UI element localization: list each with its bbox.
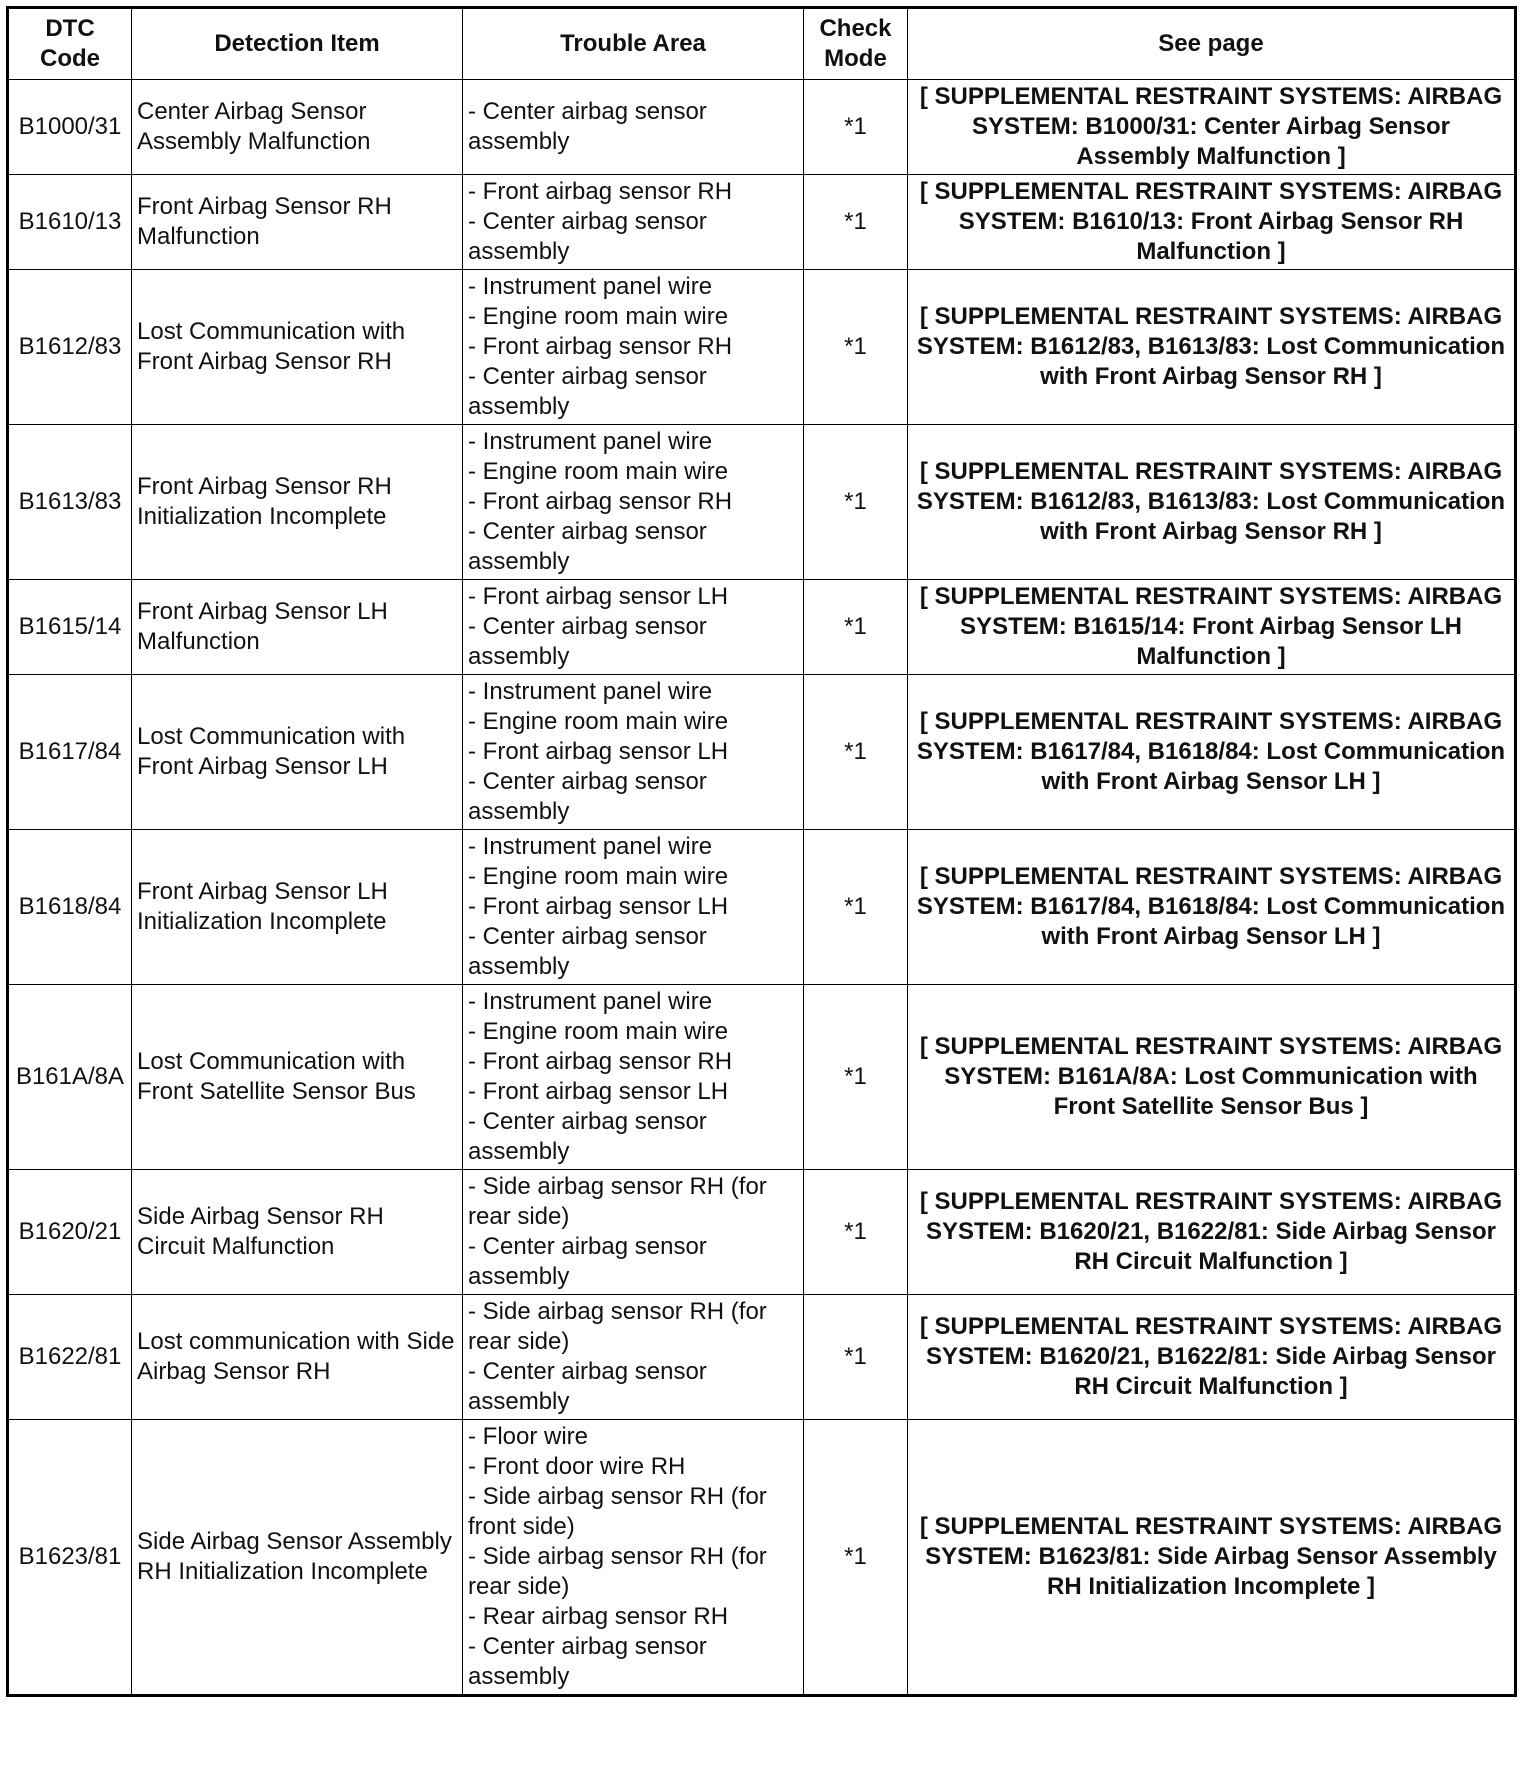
check-mode-cell: *1 [804,80,908,175]
dtc-code-cell: B1000/31 [8,80,132,175]
detection-item-cell: Center Airbag Sensor Assembly Malfunction [132,80,463,175]
header-check-mode: Check Mode [804,8,908,80]
table-body [8,80,1516,1696]
check-mode-cell: *1 [804,830,908,985]
see-page-link[interactable]: [ SUPPLEMENTAL RESTRAINT SYSTEMS: AIRBAG SYSTEM: B1612/83, B1613/83: Lost Communication with Front Airbag Sensor RH ] [908,425,1516,580]
table-row [8,830,1516,985]
see-page-link[interactable]: [ SUPPLEMENTAL RESTRAINT SYSTEMS: AIRBAG SYSTEM: B1617/84, B1618/84: Lost Communication with Front Airbag Sensor LH ] [908,675,1516,830]
trouble-area-cell: - Center airbag sensor assembly [463,80,804,175]
table-header [8,8,1516,80]
dtc-code-cell: B1623/81 [8,1420,132,1696]
dtc-code-cell: B1615/14 [8,580,132,675]
table-row [8,270,1516,425]
trouble-area-cell: - Instrument panel wire - Engine room main wire - Front airbag sensor LH - Center airbag sensor assembly [463,830,804,985]
dtc-code-cell: B1622/81 [8,1295,132,1420]
dtc-table [6,6,1517,1697]
see-page-link[interactable]: [ SUPPLEMENTAL RESTRAINT SYSTEMS: AIRBAG SYSTEM: B1612/83, B1613/83: Lost Communication with Front Airbag Sensor RH ] [908,270,1516,425]
header-see-page: See page [908,8,1516,80]
check-mode-cell: *1 [804,1295,908,1420]
see-page-link[interactable]: [ SUPPLEMENTAL RESTRAINT SYSTEMS: AIRBAG SYSTEM: B1615/14: Front Airbag Sensor LH Malfunction ] [908,580,1516,675]
trouble-area-cell: - Side airbag sensor RH (for rear side) - Center airbag sensor assembly [463,1295,804,1420]
dtc-code-cell: B1610/13 [8,175,132,270]
detection-item-cell: Front Airbag Sensor RH Initialization Incomplete [132,425,463,580]
see-page-link[interactable]: [ SUPPLEMENTAL RESTRAINT SYSTEMS: AIRBAG SYSTEM: B1620/21, B1622/81: Side Airbag Sensor RH Circuit Malfunction ] [908,1170,1516,1295]
dtc-code-cell: B161A/8A [8,985,132,1170]
see-page-link[interactable]: [ SUPPLEMENTAL RESTRAINT SYSTEMS: AIRBAG SYSTEM: B1610/13: Front Airbag Sensor RH Malfunction ] [908,175,1516,270]
header-detection-item: Detection Item [132,8,463,80]
dtc-code-cell: B1618/84 [8,830,132,985]
table-row [8,985,1516,1170]
check-mode-cell: *1 [804,425,908,580]
check-mode-cell: *1 [804,1170,908,1295]
dtc-code-cell: B1617/84 [8,675,132,830]
check-mode-cell: *1 [804,675,908,830]
table-row [8,1420,1516,1696]
detection-item-cell: Side Airbag Sensor Assembly RH Initialization Incomplete [132,1420,463,1696]
header-dtc-code: DTC Code [8,8,132,80]
detection-item-cell: Front Airbag Sensor LH Initialization Incomplete [132,830,463,985]
detection-item-cell: Lost Communication with Front Airbag Sensor LH [132,675,463,830]
trouble-area-cell: - Front airbag sensor LH - Center airbag sensor assembly [463,580,804,675]
check-mode-cell: *1 [804,985,908,1170]
table-row [8,1295,1516,1420]
table-row [8,1170,1516,1295]
trouble-area-cell: - Floor wire - Front door wire RH - Side airbag sensor RH (for front side) - Side airbag sensor RH (for rear side) - Rear airbag sensor RH - Center airbag sensor assembly [463,1420,804,1696]
header-trouble-area: Trouble Area [463,8,804,80]
trouble-area-cell: - Instrument panel wire - Engine room main wire - Front airbag sensor RH - Center airbag sensor assembly [463,270,804,425]
dtc-code-cell: B1613/83 [8,425,132,580]
trouble-area-cell: - Instrument panel wire - Engine room main wire - Front airbag sensor RH - Front airbag sensor LH - Center airbag sensor assembly [463,985,804,1170]
detection-item-cell: Front Airbag Sensor LH Malfunction [132,580,463,675]
dtc-code-cell: B1612/83 [8,270,132,425]
check-mode-cell: *1 [804,1420,908,1696]
check-mode-cell: *1 [804,270,908,425]
table-row [8,580,1516,675]
detection-item-cell: Front Airbag Sensor RH Malfunction [132,175,463,270]
dtc-code-cell: B1620/21 [8,1170,132,1295]
trouble-area-cell: - Side airbag sensor RH (for rear side) - Center airbag sensor assembly [463,1170,804,1295]
see-page-link[interactable]: [ SUPPLEMENTAL RESTRAINT SYSTEMS: AIRBAG SYSTEM: B1623/81: Side Airbag Sensor Assembly RH Initialization Incomplete ] [908,1420,1516,1696]
table-row [8,80,1516,175]
table-row [8,425,1516,580]
see-page-link[interactable]: [ SUPPLEMENTAL RESTRAINT SYSTEMS: AIRBAG SYSTEM: B1620/21, B1622/81: Side Airbag Sensor RH Circuit Malfunction ] [908,1295,1516,1420]
detection-item-cell: Lost Communication with Front Airbag Sensor RH [132,270,463,425]
see-page-link[interactable]: [ SUPPLEMENTAL RESTRAINT SYSTEMS: AIRBAG SYSTEM: B161A/8A: Lost Communication with Front Satellite Sensor Bus ] [908,985,1516,1170]
detection-item-cell: Lost communication with Side Airbag Sensor RH [132,1295,463,1420]
header-row [8,8,1516,80]
detection-item-cell: Lost Communication with Front Satellite Sensor Bus [132,985,463,1170]
table-row [8,675,1516,830]
check-mode-cell: *1 [804,580,908,675]
see-page-link[interactable]: [ SUPPLEMENTAL RESTRAINT SYSTEMS: AIRBAG SYSTEM: B1617/84, B1618/84: Lost Communication with Front Airbag Sensor LH ] [908,830,1516,985]
detection-item-cell: Side Airbag Sensor RH Circuit Malfunction [132,1170,463,1295]
table-row [8,175,1516,270]
trouble-area-cell: - Front airbag sensor RH - Center airbag sensor assembly [463,175,804,270]
check-mode-cell: *1 [804,175,908,270]
see-page-link[interactable]: [ SUPPLEMENTAL RESTRAINT SYSTEMS: AIRBAG SYSTEM: B1000/31: Center Airbag Sensor Assembly Malfunction ] [908,80,1516,175]
trouble-area-cell: - Instrument panel wire - Engine room main wire - Front airbag sensor LH - Center airbag sensor assembly [463,675,804,830]
trouble-area-cell: - Instrument panel wire - Engine room main wire - Front airbag sensor RH - Center airbag sensor assembly [463,425,804,580]
